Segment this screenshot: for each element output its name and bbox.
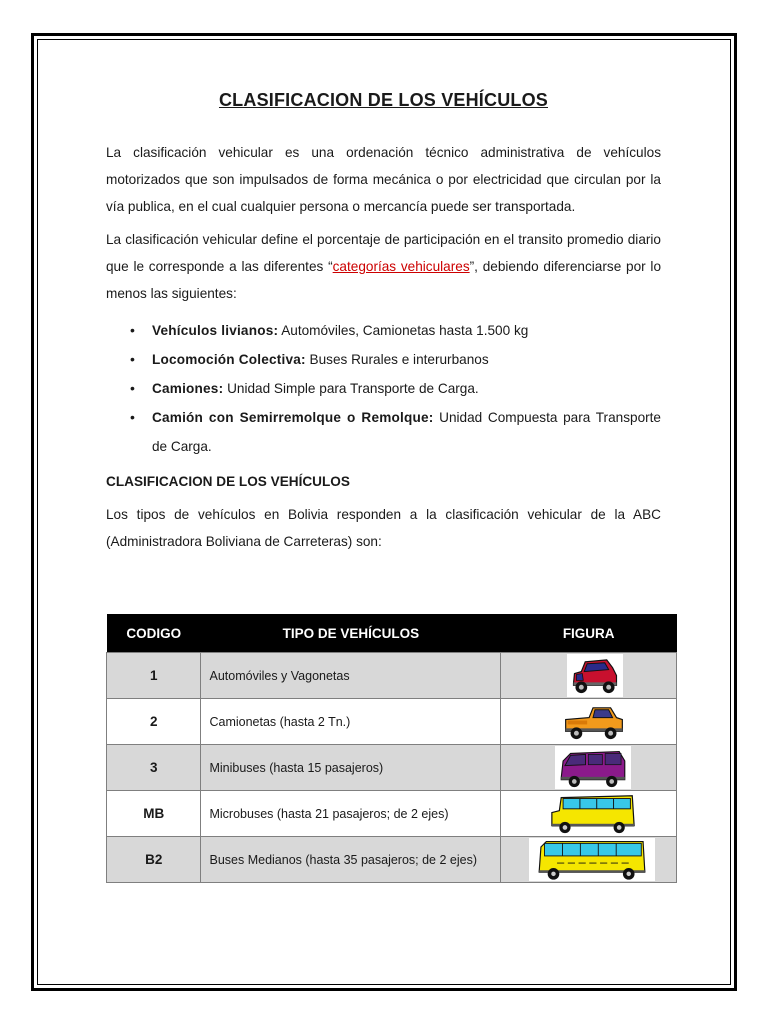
categorias-vehiculares-link[interactable]: categorías vehiculares [332, 259, 470, 274]
list-item-label: Locomoción Colectiva: [152, 352, 306, 367]
definition-paragraph [106, 226, 661, 307]
intro-paragraph: La clasificación vehicular es una ordenación técnico administrativa de vehículos motorizados que son impulsados de forma mecánica o por electricidad que circulan por la vía publica, en el cual cualquier persona o mercancía puede ser transportada. [106, 145, 661, 214]
row-type: Automóviles y Vagonetas [201, 653, 501, 699]
yellow-microbus-icon [545, 792, 641, 835]
list-item-text: Buses Rurales e interurbanos [305, 352, 489, 367]
row-code: MB [107, 791, 201, 837]
document-title: CLASIFICACION DE LOS VEHÍCULOS [218, 90, 548, 110]
table-row [107, 699, 677, 745]
row-figure [501, 653, 677, 699]
list-item [106, 345, 661, 374]
red-car-icon [567, 654, 623, 697]
list-item-label: Camiones: [152, 381, 224, 396]
list-item-text: Unidad Compuesta para Transporte de Carga. [152, 410, 661, 454]
header-figura: FIGURA [501, 614, 677, 653]
vehicle-classification-table [106, 614, 677, 883]
vehicle-category-list [106, 316, 661, 461]
list-item-label: Camión con Semirremolque o Remolque: [152, 410, 434, 425]
bullet-icon: • [130, 322, 135, 338]
table-row [107, 791, 677, 837]
row-figure [501, 699, 677, 745]
table-row [107, 837, 677, 883]
row-type: Camionetas (hasta 2 Tn.) [201, 699, 501, 745]
section-subheading: CLASIFICACION DE LOS VEHÍCULOS [106, 474, 350, 489]
row-figure [501, 745, 677, 791]
header-tipo: TIPO DE VEHÍCULOS [201, 614, 501, 653]
list-item [106, 403, 661, 461]
definition-text-end: ”, debiendo diferenciarse por lo menos las siguientes: [106, 259, 662, 301]
definition-text-start: La clasificación vehicular define el porcentaje de participación en el transito promedio diario que le corresponde a las diferentes “ [106, 232, 661, 274]
list-item [106, 316, 661, 345]
table-row [107, 653, 677, 699]
bullet-icon: • [130, 351, 135, 367]
yellow-bus-icon [529, 838, 655, 881]
purple-minibus-icon [555, 746, 631, 789]
bullet-icon: • [130, 380, 135, 396]
table-header-row [107, 614, 677, 653]
row-code: 2 [107, 699, 201, 745]
bullet-icon: • [130, 409, 135, 425]
list-item [106, 374, 661, 403]
header-codigo: CODIGO [107, 614, 201, 653]
row-code: 3 [107, 745, 201, 791]
list-item-text: Unidad Simple para Transporte de Carga. [223, 381, 479, 396]
document-body [106, 90, 661, 561]
table-row [107, 745, 677, 791]
list-item-text: Automóviles, Camionetas hasta 1.500 kg [278, 323, 529, 338]
row-type: Minibuses (hasta 15 pasajeros) [201, 745, 501, 791]
bolivia-paragraph: Los tipos de vehículos en Bolivia responden a la clasificación vehicular de la ABC (Administradora Boliviana de Carreteras) son: [106, 507, 661, 549]
orange-pickup-icon [561, 700, 627, 743]
row-code: 1 [107, 653, 201, 699]
list-item-label: Vehículos livianos: [152, 323, 279, 338]
row-type: Buses Medianos (hasta 35 pasajeros; de 2 ejes) [201, 837, 501, 883]
row-code: B2 [107, 837, 201, 883]
row-figure [501, 837, 677, 883]
row-figure [501, 791, 677, 837]
row-type: Microbuses (hasta 21 pasajeros; de 2 ejes) [201, 791, 501, 837]
